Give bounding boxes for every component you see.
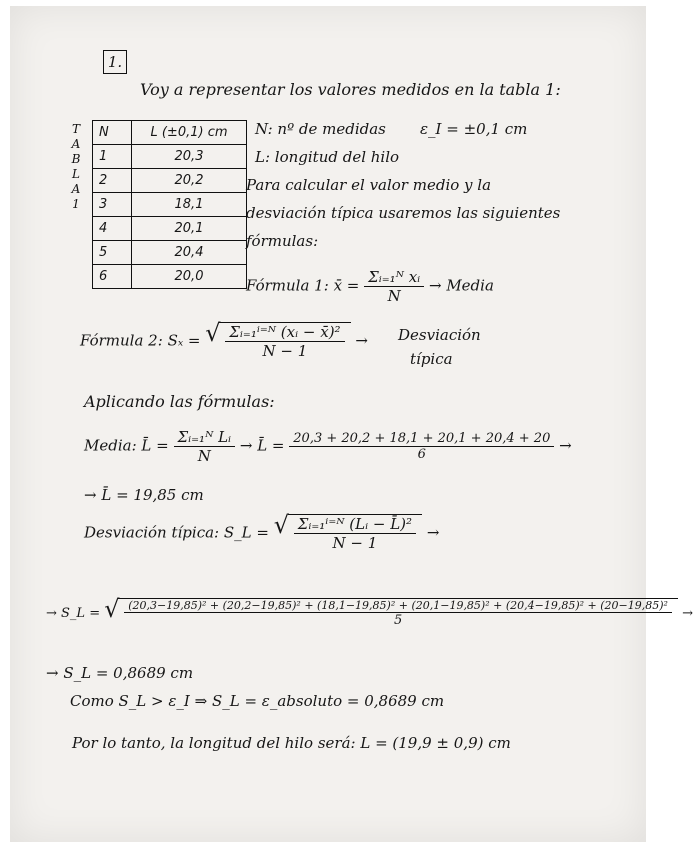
measurement-table: [92, 120, 247, 289]
long-formula-lhs: → S_L =: [46, 606, 101, 621]
intro-text: Voy a representar los valores medidos en la tabla 1:: [140, 80, 561, 99]
long-formula-tail-arrow: →: [682, 606, 693, 621]
note-error: ε_I = ±0,1 cm: [420, 120, 528, 138]
applying-text: Aplicando las fórmulas:: [84, 392, 275, 411]
media-sum-denominator: 6: [417, 447, 426, 462]
table-row: [93, 193, 247, 217]
cell-n: 4: [93, 217, 132, 241]
formula-2-lhs: Sₓ =: [167, 331, 201, 350]
media-label: Media:: [84, 436, 137, 455]
cell-l: 20,1: [132, 217, 247, 241]
formula-1-fraction: [364, 268, 424, 305]
note-n: N: nº de medidas: [255, 120, 386, 138]
para-line-1: Para calcular el valor medio y la: [246, 176, 492, 194]
cell-n: 1: [93, 145, 132, 169]
desv-label: Desviación típica:: [84, 523, 220, 542]
media-denominator: N: [197, 447, 211, 465]
media-result: → L̄ = 19,85 cm: [84, 486, 204, 504]
exercise-number: 1.: [103, 50, 127, 74]
formula-2-sqrt: [219, 322, 350, 360]
formula-2-desc-1: Desviación: [398, 326, 481, 344]
desv-lhs: S_L =: [223, 523, 269, 542]
comparison-line: Como S_L > ε_I ⇒ S_L = ε_absoluto = 0,8689 cm: [70, 692, 445, 710]
para-line-2: desviación típica usaremos las siguientes: [246, 204, 561, 222]
media-tail-arrow: →: [559, 436, 572, 455]
note-l: L: longitud del hilo: [255, 148, 400, 166]
formula-1-denominator: N: [387, 287, 401, 305]
formula-1-label: Fórmula 1:: [246, 276, 329, 295]
cell-n: 3: [93, 193, 132, 217]
formula-2-label: Fórmula 2:: [80, 331, 163, 350]
media-numerator: Σᵢ₌₁ᴺ Lᵢ: [174, 428, 236, 447]
cell-n: 2: [93, 169, 132, 193]
cell-l: 20,0: [132, 265, 247, 289]
formula-2: [80, 322, 368, 360]
cell-n: 5: [93, 241, 132, 265]
long-formula: [46, 598, 693, 628]
cell-l: 20,3: [132, 145, 247, 169]
sl-result: → S_L = 0,8689 cm: [46, 664, 194, 682]
formula-2-desc-2: típica: [410, 350, 453, 368]
desv-denominator: N − 1: [332, 534, 378, 552]
table-side-label: T A B L A 1: [71, 122, 81, 211]
table-row: [93, 241, 247, 265]
header-l: L (±0,1) cm: [132, 121, 247, 145]
table-row: [93, 169, 247, 193]
para-line-3: fórmulas:: [246, 232, 319, 250]
long-formula-denominator: 5: [393, 613, 403, 628]
table-row: [93, 217, 247, 241]
cell-n: 6: [93, 265, 132, 289]
cell-l: 20,4: [132, 241, 247, 265]
table-row: [93, 145, 247, 169]
desv-numerator: √ Σᵢ₌₁ⁱ⁼ᴺ (Lᵢ − L̄)²: [294, 515, 416, 534]
formula-1-numerator: Σᵢ₌₁ᴺ xᵢ: [364, 268, 424, 287]
formula-1-media-label: → Media: [428, 276, 494, 295]
table-header-row: [93, 121, 247, 145]
show-through-text: [448, 26, 638, 786]
formula-1: [246, 268, 494, 305]
cell-l: 18,1: [132, 193, 247, 217]
formula-2-arrow: →: [355, 331, 368, 350]
media-lhs: L̄ =: [141, 436, 169, 455]
long-formula-numerator: √ (20,3−19,85)² + (20,2−19,85)² + (18,1−19,85)² + (20,1−19,85)² + (20,4−19,85)² + (20−19,85)²: [124, 599, 672, 613]
media-arrow: → L̄ =: [239, 436, 285, 455]
formula-2-denominator: N − 1: [262, 342, 308, 360]
formula-2-numerator: √ Σᵢ₌₁ⁱ⁼ᴺ (xᵢ − x̄)²: [225, 323, 344, 342]
media-sum-numerator: 20,3 + 20,2 + 18,1 + 20,1 + 20,4 + 20: [289, 431, 554, 447]
header-n: N: [93, 121, 132, 145]
media-formula: [84, 428, 572, 465]
table-row: [93, 265, 247, 289]
conclusion-line: Por lo tanto, la longitud del hilo será: L = (19,9 ± 0,9) cm: [72, 734, 511, 752]
cell-l: 20,2: [132, 169, 247, 193]
formula-1-lhs: x̄ =: [333, 276, 360, 295]
desv-formula: [84, 514, 439, 552]
desv-tail-arrow: →: [426, 523, 440, 542]
